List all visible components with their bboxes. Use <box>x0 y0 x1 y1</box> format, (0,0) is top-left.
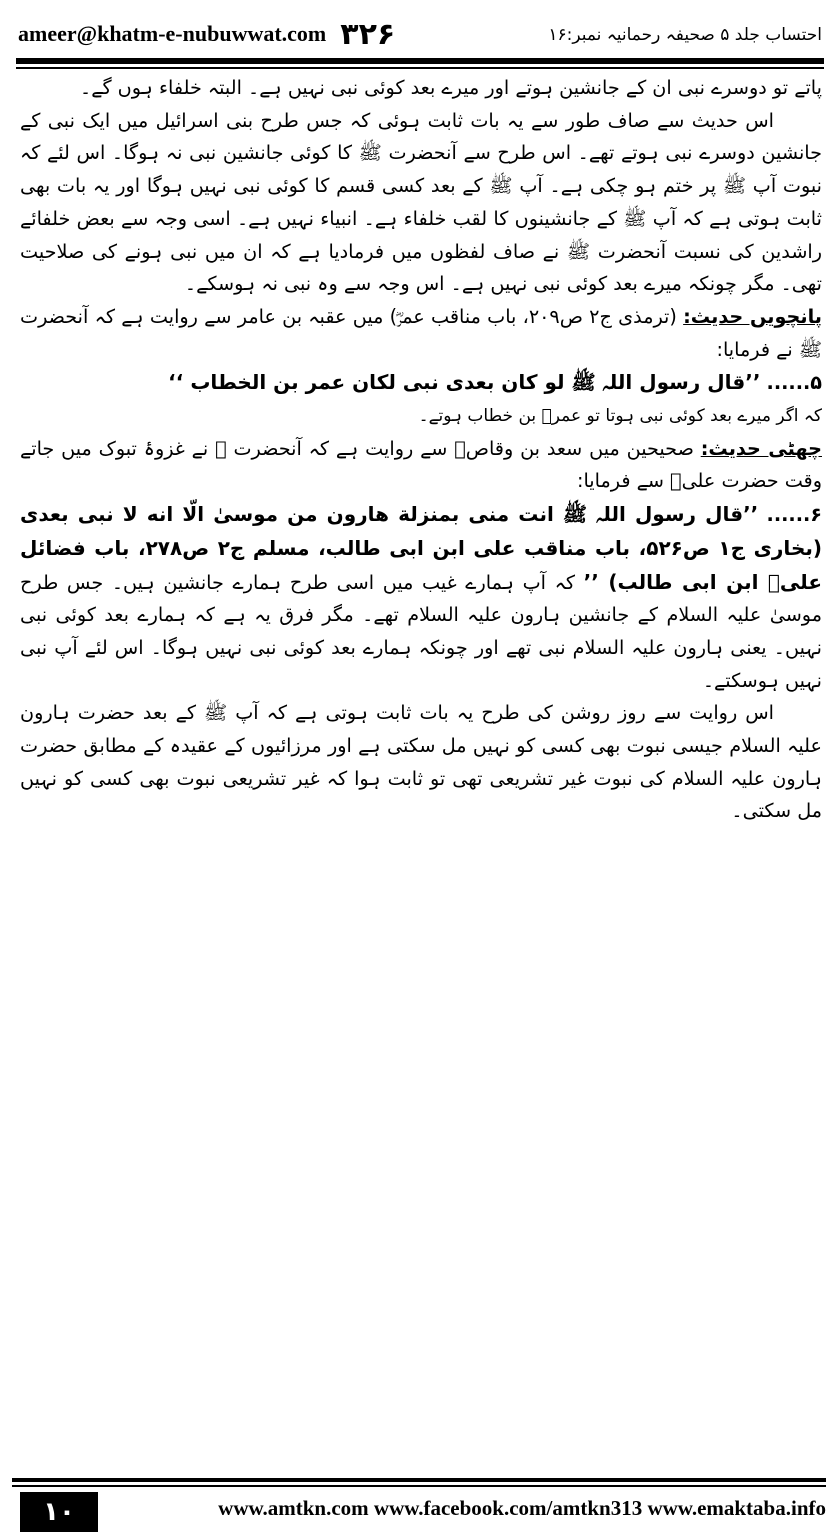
hadith-5-intro-text: (ترمذی ج۲ ص۲۰۹، باب مناقب عمرؓ) میں عقبہ بن عامر سے روایت ہے کہ آنحضرت ﷺ نے فرمایا: <box>20 304 822 361</box>
hadith-6-reference: (بخاری ج۱ ص۵۲۶، باب مناقب علی ابن ابی طالب، مسلم ج۲ ص۲۷۸، باب فضائل علیؓ ابن ابی طالب) ’’ <box>20 535 823 594</box>
book-reference: احتساب جلد ۵ صحیفہ رحمانیہ نمبر:۱۶ <box>548 24 822 45</box>
header-rule-thin <box>16 67 824 69</box>
hadith-6-translation: کہ آپ ہمارے غیب میں اسی طرح ہمارے جانشین ہیں۔ جس طرح موسیٰ علیہ السلام کے جانشین ہارون علیہ السلام تھے۔ مگر فرق یہ ہے کہ ہمارے بعد کوئی نبی نہیں۔ یعنی ہارون علیہ السلام نبی تھے اور چونکہ ہمارے بعد کوئی نبی نہیں ہوگا۔ اس لئے آپ نبی نہیں ہوسکتے۔ <box>20 570 822 692</box>
footer-rule-thin <box>12 1485 826 1487</box>
hadith-6-arabic-line <box>20 498 822 697</box>
hadith-5-number: ۵...... <box>766 371 822 395</box>
footer-rule-thick <box>12 1478 826 1482</box>
header-rule-thick <box>16 58 824 64</box>
footer-page-box: ۱۰ <box>20 1492 98 1532</box>
page-footer <box>12 1478 826 1532</box>
hadith-5-arabic: ’’قال رسول اللہ ﷺ لو کان بعدی نبی لکان عمر بن الخطاب ‘‘ <box>168 370 761 395</box>
page-header <box>18 14 822 54</box>
hadith-6-arabic: ’’قال رسول اللہ ﷺ انت منی بمنزلة هارون من موسیٰ الّا انه لا نبی بعدی <box>20 502 759 527</box>
header-email: ameer@khatm-e-nubuwwat.com <box>18 21 327 46</box>
hadith-5-arabic-line <box>20 366 822 400</box>
hadith-6-intro-text: صحیحین میں سعد بن وقاصؓ سے روایت ہے کہ آنحضرت ﷺ نے غزوۂ تبوک میں جاتے وقت حضرت علیؓ سے فرمایا: <box>20 436 822 493</box>
hadith-5-intro <box>20 301 822 366</box>
hadith-5-translation: کہ اگر میرے بعد کوئی نبی ہوتا تو عمرؓ بن خطاب ہوتے۔ <box>418 406 822 427</box>
paragraph-1: پاتے تو دوسرے نبی ان کے جانشین ہوتے اور میرے بعد کوئی نبی نہیں ہے۔ البتہ خلفاء ہوں گے۔ <box>79 76 822 99</box>
page-content <box>20 72 822 1456</box>
header-left <box>18 17 395 52</box>
hadith-6-intro <box>20 433 822 498</box>
hadith-6-heading: چھٹی حدیث: <box>700 436 822 460</box>
page-number: ۳۲۶ <box>340 16 396 52</box>
closing-paragraph: اس روایت سے روز روشن کی طرح یہ بات ثابت ہوتی ہے کہ آپ ﷺ کے بعد حضرت ہارون علیہ السلام جیسی نبوت بھی کسی کو نہیں مل سکتی ہے اور مرزائیوں کے عقیدہ کے مطابق حضرت ہارون علیہ السلام کی نبوت غیر تشریعی تھی تو ثابت ہوا کہ غیر تشریعی نبوت بھی کسی کو نہیں مل سکتی۔ <box>20 701 822 823</box>
hadith-5-heading: پانچویں حدیث: <box>683 304 822 328</box>
footer-links: www.amtkn.com www.facebook.com/amtkn313 www.emaktaba.info <box>218 1496 826 1520</box>
hadith-6-number: ۶...... <box>766 503 822 527</box>
paragraph-2: اس حدیث سے صاف طور سے یہ بات ثابت ہوئی کہ جس طرح بنی اسرائیل میں ایک نبی کے جانشین دوسرے نبی ہوتے تھے۔ اس طرح سے آنحضرت ﷺ کا کوئی جانشین نبی نہ ہوگا۔ اس لئے کہ نبوت آپ ﷺ پر ختم ہو چکی ہے۔ آپ ﷺ کے بعد کسی قسم کا کوئی نبی نہیں ہوگا اور یہ بات بھی ثابت ہوتی ہے کہ آپ ﷺ کے جانشینوں کا لقب خلفاء ہے۔ انبیاء نہیں ہے۔ اسی وجہ سے بعض خلفائے راشدین کی نسبت آنحضرت ﷺ نے صاف لفظوں میں فرمادیا ہے کہ ان میں نبی ہونے کی صلاحیت تھی۔ مگر چونکہ میرے بعد کوئی نبی نہیں ہے۔ اس وجہ سے وہ نبی نہ ہوسکے۔ <box>20 108 822 296</box>
